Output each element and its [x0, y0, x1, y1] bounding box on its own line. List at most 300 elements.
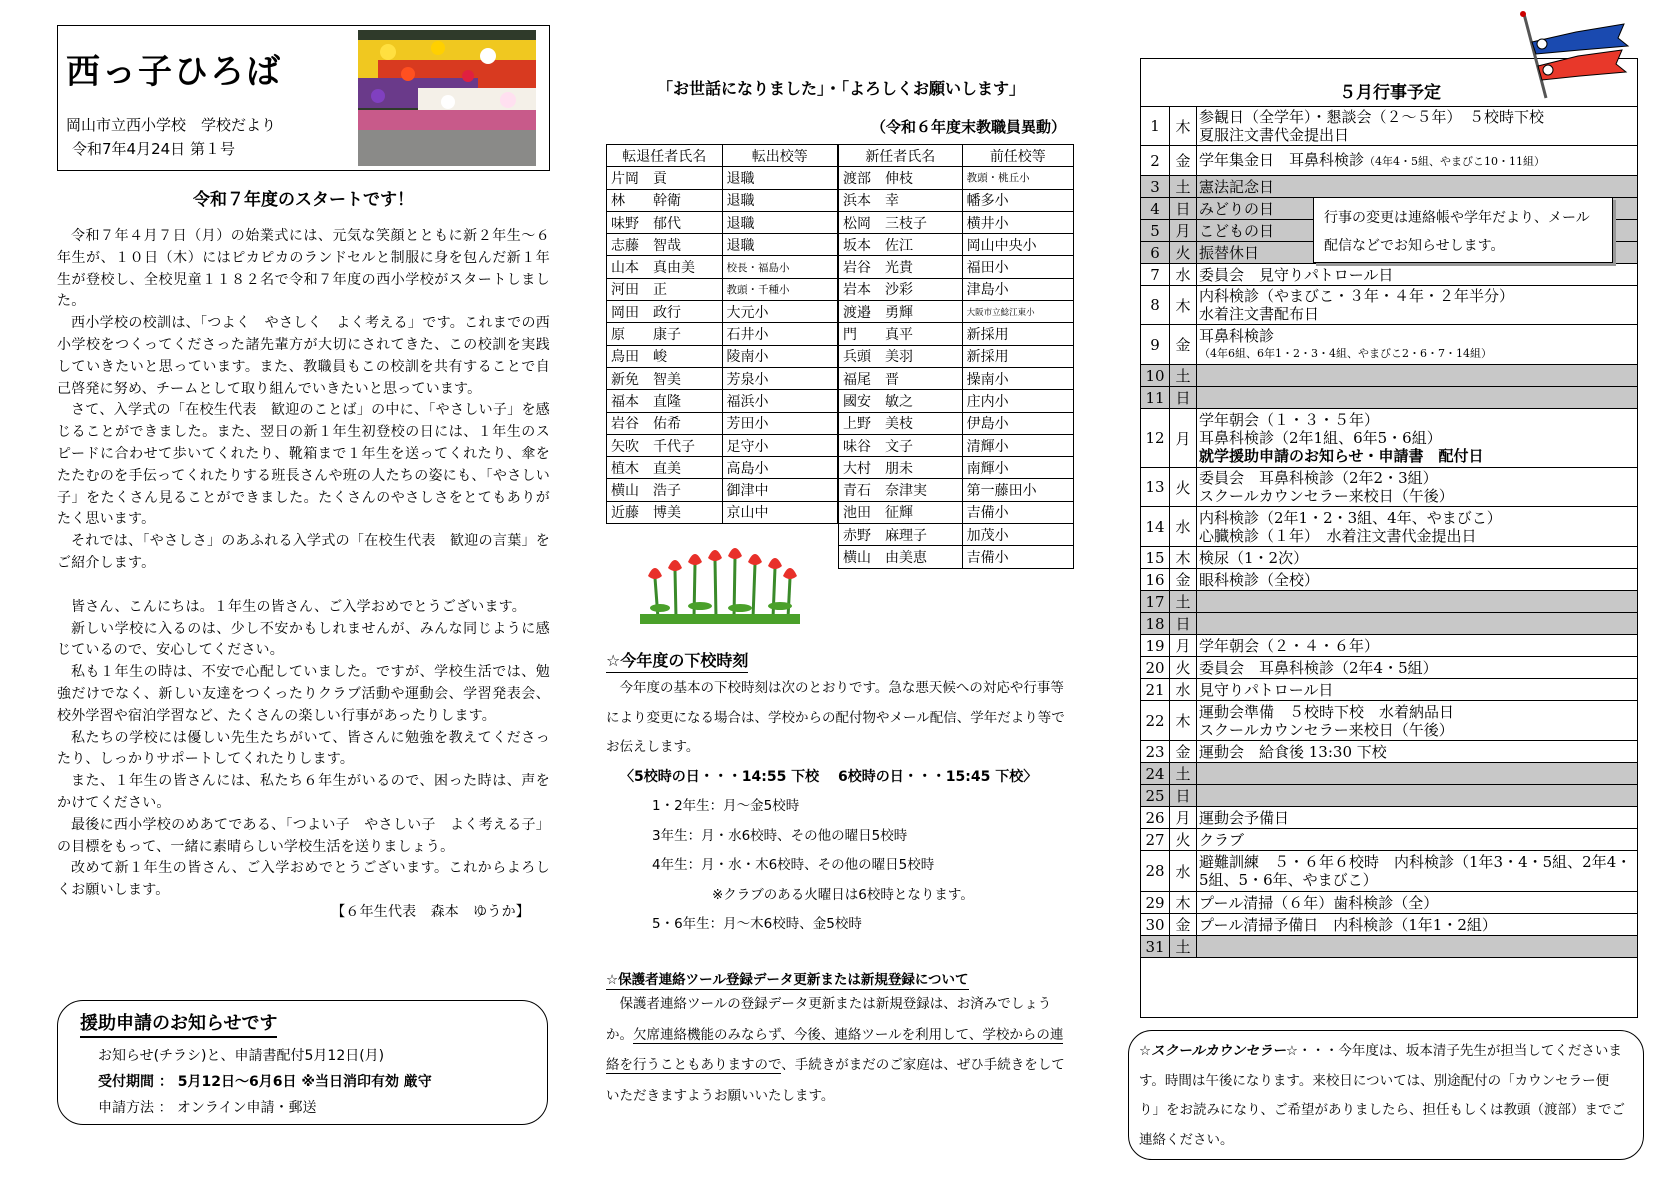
contact-tool-underlined-text: 欠席連絡機能のみならず、今後、連絡ツールを利用して、学校からの連絡を行うこともありますので: [606, 1026, 1064, 1073]
new-staff-table: [838, 144, 1074, 569]
speech-paragraph: 私たちの学校には優しい先生たちがいて、皆さんに勉強を教えてくださったり、しっかりサポートしてくれたりします。: [57, 729, 550, 768]
calendar-row: [1141, 409, 1638, 468]
day-number: 24: [1141, 763, 1170, 785]
table-row: [839, 367, 1074, 389]
event-text: 見守りパトロール日: [1199, 680, 1334, 699]
weekday: 火: [1170, 242, 1197, 264]
weekday: 日: [1170, 387, 1197, 409]
table-row: [607, 323, 838, 345]
grade-schedule: 5・6年生：月～木6校時、金5校時: [652, 916, 862, 932]
counselor-label: ☆スクールカウンセラー☆: [1139, 1043, 1298, 1059]
calendar-row: [1141, 679, 1638, 701]
school-name-cell: 幡多小: [962, 189, 1073, 211]
table-row: [839, 412, 1074, 434]
event-text: 学年朝会（１・３・５年） 耳鼻科検診（2年1組、6年5・6組）: [1199, 411, 1442, 447]
school-name-cell: 退職: [722, 189, 838, 211]
event-cell: [1197, 679, 1638, 701]
staff-name: 兵頭 美羽: [839, 345, 963, 367]
signature: 【６年生代表 森本 ゆうか】: [331, 903, 530, 920]
table-row: [839, 479, 1074, 501]
event-cell: [1197, 591, 1638, 613]
speech-paragraph: 新しい学校に入るのは、少し不安かもしれませんが、みんな同じように感じているので、安心してください。: [57, 620, 550, 659]
column-header: 新任者氏名: [839, 145, 963, 167]
event-text: 内科検診（2年1・2・3組、4年、やまびこ） 心臓検診（１年） 水着注文書代金提出日: [1199, 508, 1502, 545]
school-name-cell: 大元小: [722, 301, 838, 323]
event-cell: [1197, 613, 1638, 635]
table-row: [839, 211, 1074, 233]
school-name-cell: 校長・福島小: [722, 256, 838, 278]
staff-name: 渡部 伸枝: [839, 167, 963, 189]
day-number: 19: [1141, 635, 1170, 657]
aid-line: お知らせ(チラシ)と、申請書配付5月12日(月): [98, 1048, 385, 1064]
day-number: 11: [1141, 387, 1170, 409]
table-row: [607, 256, 838, 278]
table-row: [839, 457, 1074, 479]
weekday: 木: [1170, 892, 1197, 914]
event-text: 委員会 見守りパトロール日: [1199, 265, 1394, 284]
table-row: [839, 278, 1074, 300]
calendar-title: ５月行事予定: [1339, 83, 1441, 103]
school-name-cell: 福浜小: [722, 390, 838, 412]
school-name-cell: 新採用: [962, 345, 1073, 367]
dismissal-heading: ☆今年度の下校時刻: [606, 648, 748, 673]
day-number: 31: [1141, 936, 1170, 958]
calendar-row: [1141, 286, 1638, 325]
weekday: 木: [1170, 107, 1197, 146]
weekday: 月: [1170, 220, 1197, 242]
aid-period: 受付期間 ： 5月12日～6月6日 ※当日消印有効 厳守: [98, 1074, 432, 1090]
calendar-row: [1141, 507, 1638, 547]
event-text: こどもの日: [1199, 221, 1275, 240]
table-row: [839, 167, 1074, 189]
day-number: 18: [1141, 613, 1170, 635]
table-row: [607, 390, 838, 412]
event-text: 検尿（1・2次）: [1199, 548, 1309, 567]
weekday: 月: [1170, 409, 1197, 468]
weekday: 土: [1170, 591, 1197, 613]
weekday: 金: [1170, 741, 1197, 763]
staff-name: 門 真平: [839, 323, 963, 345]
school-name-cell: 高島小: [722, 457, 838, 479]
staff-name: 近藤 博美: [607, 501, 723, 523]
day-number: 16: [1141, 569, 1170, 591]
staff-name: 渡邉 勇輝: [839, 301, 963, 323]
event-cell: [1197, 468, 1638, 507]
school-name: 岡山市立西小学校 学校だより: [66, 116, 277, 134]
day-number: 1: [1141, 107, 1170, 146]
tulips-illustration: [640, 548, 800, 624]
calendar-row: [1141, 468, 1638, 507]
event-text: 眼科検診（全校）: [1199, 570, 1320, 589]
day-number: 9: [1141, 325, 1170, 365]
event-text: 学年集金日 耳鼻科検診: [1199, 150, 1365, 169]
table-row: [607, 189, 838, 211]
event-text: 運動会準備 ５校時下校 水着納品日 スクールカウンセラー来校日（午後）: [1199, 702, 1455, 739]
column-header: 転退任者氏名: [607, 145, 723, 167]
calendar-row: [1141, 547, 1638, 569]
calendar-row: [1141, 176, 1638, 198]
calendar-row: [1141, 807, 1638, 829]
event-cell: [1197, 107, 1638, 146]
aid-title: 援助申請のお知らせです: [80, 1009, 277, 1038]
staff-name: 岡田 政行: [607, 301, 723, 323]
event-cell: [1197, 264, 1638, 286]
calendar-row: [1141, 914, 1638, 936]
article-title: 令和７年度のスタートです！: [193, 190, 414, 210]
staff-name: 鳥田 峻: [607, 345, 723, 367]
article-body: [57, 226, 550, 924]
staff-name: 國安 敏之: [839, 390, 963, 412]
table-row: [607, 234, 838, 256]
event-cell: [1197, 851, 1638, 892]
school-name-cell: 吉備小: [962, 546, 1073, 568]
day-number: 4: [1141, 198, 1170, 220]
table-row: [839, 546, 1074, 568]
weekday: 月: [1170, 635, 1197, 657]
day-number: 20: [1141, 657, 1170, 679]
event-text: プール清掃予備日 内科検診（1年1・2組）: [1199, 915, 1497, 934]
event-cell: [1197, 807, 1638, 829]
grade-schedule: 4年生：月・水・木6校時、その他の曜日5校時: [652, 857, 935, 873]
weekday: 金: [1170, 569, 1197, 591]
table-row: [607, 301, 838, 323]
departing-staff-table: [606, 144, 838, 524]
staff-name: 池田 征輝: [839, 501, 963, 523]
day-number: 8: [1141, 286, 1170, 325]
staff-name: 林 幹衛: [607, 189, 723, 211]
calendar-row: [1141, 657, 1638, 679]
staff-name: 福尾 晋: [839, 367, 963, 389]
counselor-text: ・・・今年度は、坂本清子先生が担当してくださいます。時間は午後になります。来校日については、別途配付の「カウンセラー便り」をお読みになり、ご希望がありましたら、担任もしくは教頭（渡部）までご連絡ください。: [1139, 1043, 1625, 1148]
weekday: 日: [1170, 785, 1197, 807]
weekday: 月: [1170, 807, 1197, 829]
staff-name: 味谷 文子: [839, 434, 963, 456]
staff-name: 味野 郁代: [607, 211, 723, 233]
school-name-cell: 芳田小: [722, 412, 838, 434]
school-name-cell: 横井小: [962, 211, 1073, 233]
day-number: 6: [1141, 242, 1170, 264]
day-number: 15: [1141, 547, 1170, 569]
staff-title: 「お世話になりました」・「よろしくお願いします」: [656, 79, 1025, 98]
issue-date: 令和7年4月24日 第１号: [72, 140, 235, 158]
weekday: 水: [1170, 679, 1197, 701]
day-number: 29: [1141, 892, 1170, 914]
event-text: 憲法記念日: [1199, 177, 1275, 196]
weekday: 日: [1170, 613, 1197, 635]
day-number: 26: [1141, 807, 1170, 829]
masthead: [57, 25, 550, 171]
weekday: 木: [1170, 286, 1197, 325]
event-cell: [1197, 785, 1638, 807]
event-text: 委員会 耳鼻科検診（2年2・3組） スクールカウンセラー来校日（午後）: [1199, 469, 1454, 505]
speech-paragraph: 皆さん、こんにちは。１年生の皆さん、ご入学おめでとうございます。: [71, 598, 526, 615]
school-name-cell: 芳泉小: [722, 367, 838, 389]
school-name-cell: 退職: [722, 211, 838, 233]
staff-name: 志藤 智哉: [607, 234, 723, 256]
paragraph: 令和７年４月７日（月）の始業式には、元気な笑顔とともに新２年生～６年生が、１０日（木）にはピカピカのランドセルと制服に身を包んだ新１年生が登校し、全校児童１１８２名で令和７年度の西小学校がスタートしました。: [57, 228, 550, 310]
event-cell: [1197, 176, 1638, 198]
schedule-change-notice: 行事の変更は連絡帳や学年だより、メール配信などでお知らせします。: [1313, 197, 1613, 263]
event-text: 運動会予備日: [1199, 808, 1290, 827]
calendar-row: [1141, 829, 1638, 851]
school-name-cell: 陵南小: [722, 345, 838, 367]
table-row: [607, 345, 838, 367]
weekday: 土: [1170, 176, 1197, 198]
event-detail: （4年6組、6年1・2・3・4組、やまびこ2・6・7・14組）: [1199, 346, 1492, 360]
day-number: 14: [1141, 507, 1170, 547]
event-cell: [1197, 325, 1638, 365]
event-cell: [1197, 635, 1638, 657]
event-cell: [1197, 507, 1638, 547]
table-row: [839, 323, 1074, 345]
school-name-cell: 庄内小: [962, 390, 1073, 412]
table-row: [607, 479, 838, 501]
day-number: 3: [1141, 176, 1170, 198]
school-name-cell: 退職: [722, 234, 838, 256]
staff-name: 河田 正: [607, 278, 723, 300]
day-number: 25: [1141, 785, 1170, 807]
aid-method: 申請方法 ： オンライン申請・郵送: [98, 1100, 317, 1116]
contact-tool-body: [606, 989, 1066, 1111]
day-number: 30: [1141, 914, 1170, 936]
staff-name: 坂本 佐江: [839, 234, 963, 256]
event-cell: [1197, 701, 1638, 741]
event-text: 学年朝会（２・４・６年）: [1199, 636, 1380, 655]
dismissal-times: 〈5校時の日・・・14:55 下校 6校時の日・・・15:45 下校〉: [620, 768, 1038, 785]
school-name-cell: 津島小: [962, 278, 1073, 300]
staff-name: 山本 真由美: [607, 256, 723, 278]
school-name-cell: 福田小: [962, 256, 1073, 278]
day-number: 22: [1141, 701, 1170, 741]
event-cell: [1197, 146, 1638, 176]
day-number: 5: [1141, 220, 1170, 242]
staff-name: 矢吹 千代子: [607, 434, 723, 456]
table-row: [839, 501, 1074, 523]
staff-name: 横山 浩子: [607, 479, 723, 501]
staff-name: 岩谷 光貴: [839, 256, 963, 278]
speech-paragraph: 私も１年生の時は、不安で心配していました。ですが、学校生活では、勉強だけでなく、新しい友達をつくったりクラブ活動や運動会、学習発表会、校外学習や宿泊学習など、たくさんの楽しい行事があったりします。: [57, 664, 550, 724]
speech-paragraph: また、１年生の皆さんには、私たち６年生がいるので、困った時は、声をかけてください。: [57, 773, 550, 811]
flowerbed-photo: [358, 30, 536, 166]
table-row: [607, 278, 838, 300]
calendar-row: [1141, 785, 1638, 807]
school-counselor-box: [1128, 1030, 1644, 1160]
weekday: 火: [1170, 657, 1197, 679]
school-name-cell: 清輝小: [962, 434, 1073, 456]
staff-name: 松岡 三枝子: [839, 211, 963, 233]
table-row: [607, 457, 838, 479]
weekday: 水: [1170, 264, 1197, 286]
calendar-row: [1141, 146, 1638, 176]
weekday: 木: [1170, 701, 1197, 741]
table-row: [839, 301, 1074, 323]
weekday: 金: [1170, 914, 1197, 936]
paragraph: さて、入学式の「在校生代表 歓迎のことば」の中に、「やさしい子」を感じることができました。また、翌日の新１年生初登校の日には、１年生のスピードに合わせて歩いてくれたり、靴箱まで１年生を送ってくれたり、傘をたたむのを手伝ってくれたりする班長さんや班の人たちの姿にも、「やさしい子」をたくさん見ることができました。たくさんのやさしさをとてもありがたく思います。: [57, 402, 550, 528]
staff-name: 浜本 幸: [839, 189, 963, 211]
event-text: 耳鼻科検診: [1199, 326, 1275, 345]
table-row: [839, 524, 1074, 546]
table-row: [607, 412, 838, 434]
koinobori-illustration: [1506, 10, 1636, 100]
event-text: プール清掃（６年）歯科検診（全）: [1199, 893, 1439, 912]
staff-name: 岩谷 佑希: [607, 412, 723, 434]
table-row: [839, 434, 1074, 456]
weekday: 水: [1170, 851, 1197, 892]
staff-name: 新免 智美: [607, 367, 723, 389]
contact-tool-text: 保護者連絡ツールの登録データ更新または新規登録は、お済みでしょうか。: [606, 996, 1052, 1043]
club-note: ※クラブのある火曜日は6校時となります。: [712, 886, 974, 903]
contact-tool-heading: ☆保護者連絡ツール登録データ更新または新規登録について: [606, 968, 969, 990]
day-number: 12: [1141, 409, 1170, 468]
calendar-row: [1141, 591, 1638, 613]
column-header: 転出校等: [722, 145, 838, 167]
school-name-cell: 吉備小: [962, 501, 1073, 523]
grade-schedule: 1・2年生：月～金5校時: [652, 798, 800, 814]
event-text: 委員会 耳鼻科検診（2年4・5組）: [1199, 658, 1438, 677]
staff-name: 福本 直隆: [607, 390, 723, 412]
weekday: 火: [1170, 829, 1197, 851]
calendar-row: [1141, 264, 1638, 286]
event-text: 参観日（全学年）・懇談会（２～５年） ５校時下校 夏服注文書代金提出日: [1199, 108, 1545, 144]
event-cell: [1197, 914, 1638, 936]
event-cell: [1197, 657, 1638, 679]
dismissal-intro: 今年度の基本の下校時刻は次のとおりです。急な悪天候への対応や行事等により変更になる場合は、学校からの配付物やメール配信、学年だより等でお伝えします。: [606, 680, 1065, 755]
event-text: 振替休日: [1199, 243, 1260, 262]
school-name-cell: 新採用: [962, 323, 1073, 345]
day-number: 17: [1141, 591, 1170, 613]
event-cell: [1197, 409, 1638, 468]
staff-subtitle: （令和６年度末教職員異動）: [870, 118, 1066, 136]
table-row: [607, 167, 838, 189]
calendar-row: [1141, 325, 1638, 365]
school-name-cell: 教頭・桃丘小: [962, 167, 1073, 189]
event-cell: [1197, 936, 1638, 958]
school-name-cell: 足守小: [722, 434, 838, 456]
calendar-row: [1141, 851, 1638, 892]
school-name-cell: 大阪市立鯰江東小: [962, 301, 1073, 323]
event-cell: [1197, 286, 1638, 325]
paragraph: それでは、「やさしさ」のあふれる入学式の「在校生代表 歓迎の言葉」をご紹介します。: [57, 533, 550, 571]
weekday: 火: [1170, 468, 1197, 507]
calendar-row: [1141, 701, 1638, 741]
event-detail: （4年4・5組、やまびこ10・11組）: [1364, 154, 1546, 168]
weekday: 日: [1170, 198, 1197, 220]
weekday: 水: [1170, 507, 1197, 547]
event-cell: [1197, 763, 1638, 785]
event-text: 避難訓練 ５・６年６校時 内科検診（1年3・4・5組、2年4・5組、5・6年、やまびこ）: [1199, 853, 1632, 889]
weekday: 金: [1170, 325, 1197, 365]
staff-name: 赤野 麻理子: [839, 524, 963, 546]
school-name-cell: 教頭・千種小: [722, 278, 838, 300]
staff-name: 岩本 沙彩: [839, 278, 963, 300]
calendar-row: [1141, 741, 1638, 763]
staff-name: 原 康子: [607, 323, 723, 345]
day-number: 28: [1141, 851, 1170, 892]
contact-tool-text: 、手続きがまだのご家庭は、ぜひ手続きをしていただきますようお願いいたします。: [606, 1057, 1065, 1104]
staff-name: 植木 直美: [607, 457, 723, 479]
table-row: [839, 345, 1074, 367]
table-row: [839, 189, 1074, 211]
weekday: 木: [1170, 547, 1197, 569]
event-cell: [1197, 892, 1638, 914]
speech-paragraph: 最後に西小学校のめあてである、「つよい子 やさしい子 よく考える子」の目標をもって、一緒に素晴らしい学校生活を送りましょう。: [57, 816, 550, 855]
weekday: 土: [1170, 936, 1197, 958]
school-name-cell: 石井小: [722, 323, 838, 345]
school-name-cell: 京山中: [722, 501, 838, 523]
event-cell: [1197, 365, 1638, 387]
event-text: 内科検診（やまびこ・３年・４年・２年半分） 水着注文書配布日: [1199, 287, 1515, 323]
school-name-cell: 御津中: [722, 479, 838, 501]
event-cell: [1197, 829, 1638, 851]
event-highlight: 就学援助申請のお知らせ・申請書 配付日: [1199, 447, 1484, 465]
calendar-row: [1141, 936, 1638, 958]
aid-notice-box: [57, 1000, 548, 1125]
table-row: [607, 367, 838, 389]
calendar-row: [1141, 613, 1638, 635]
calendar-row: [1141, 635, 1638, 657]
paragraph: 西小学校の校訓は、「つよく やさしく よく考える」です。これまでの西小学校をつくってくださった諸先輩方が大切にされてきた、この校訓を実践していきたいと思っています。また、教職員もこの校訓を共有することで自己啓発に努め、チームとして取り組んでいきたいと思っています。: [57, 315, 550, 397]
event-text: クラブ: [1199, 830, 1245, 849]
day-number: 7: [1141, 264, 1170, 286]
table-row: [607, 501, 838, 523]
event-text: 運動会 給食後 13:30 下校: [1199, 742, 1387, 761]
newsletter-title: 西っ子ひろば: [66, 52, 282, 92]
weekday: 土: [1170, 763, 1197, 785]
speech-paragraph: 改めて新１年生の皆さん、ご入学おめでとうございます。これからよろしくお願いします。: [57, 860, 550, 899]
calendar-row: [1141, 763, 1638, 785]
day-number: 10: [1141, 365, 1170, 387]
staff-name: 横山 由美恵: [839, 546, 963, 568]
staff-name: 青石 奈津実: [839, 479, 963, 501]
column-header: 前任校等: [962, 145, 1073, 167]
table-row: [607, 211, 838, 233]
school-name-cell: 第一藤田小: [962, 479, 1073, 501]
school-name-cell: 岡山中央小: [962, 234, 1073, 256]
school-name-cell: 南輝小: [962, 457, 1073, 479]
calendar-row: [1141, 569, 1638, 591]
calendar-row: [1141, 107, 1638, 146]
event-cell: [1197, 387, 1638, 409]
event-cell: [1197, 741, 1638, 763]
table-row: [839, 234, 1074, 256]
school-name-cell: 加茂小: [962, 524, 1073, 546]
staff-name: 上野 美枝: [839, 412, 963, 434]
school-name-cell: 退職: [722, 167, 838, 189]
day-number: 2: [1141, 146, 1170, 176]
grade-schedule: 3年生：月・水6校時、その他の曜日5校時: [652, 827, 908, 844]
school-name-cell: 操南小: [962, 367, 1073, 389]
event-cell: [1197, 547, 1638, 569]
event-text: みどりの日: [1199, 199, 1275, 218]
table-row: [839, 256, 1074, 278]
calendar-row: [1141, 365, 1638, 387]
dismissal-body: [606, 674, 1066, 940]
day-number: 13: [1141, 468, 1170, 507]
table-row: [839, 390, 1074, 412]
calendar-row: [1141, 892, 1638, 914]
day-number: 21: [1141, 679, 1170, 701]
weekday: 土: [1170, 365, 1197, 387]
calendar-row: [1141, 387, 1638, 409]
staff-name: 大村 朋未: [839, 457, 963, 479]
weekday: 金: [1170, 146, 1197, 176]
day-number: 23: [1141, 741, 1170, 763]
event-cell: [1197, 569, 1638, 591]
staff-name: 片岡 貢: [607, 167, 723, 189]
school-name-cell: 伊島小: [962, 412, 1073, 434]
table-row: [607, 434, 838, 456]
day-number: 27: [1141, 829, 1170, 851]
